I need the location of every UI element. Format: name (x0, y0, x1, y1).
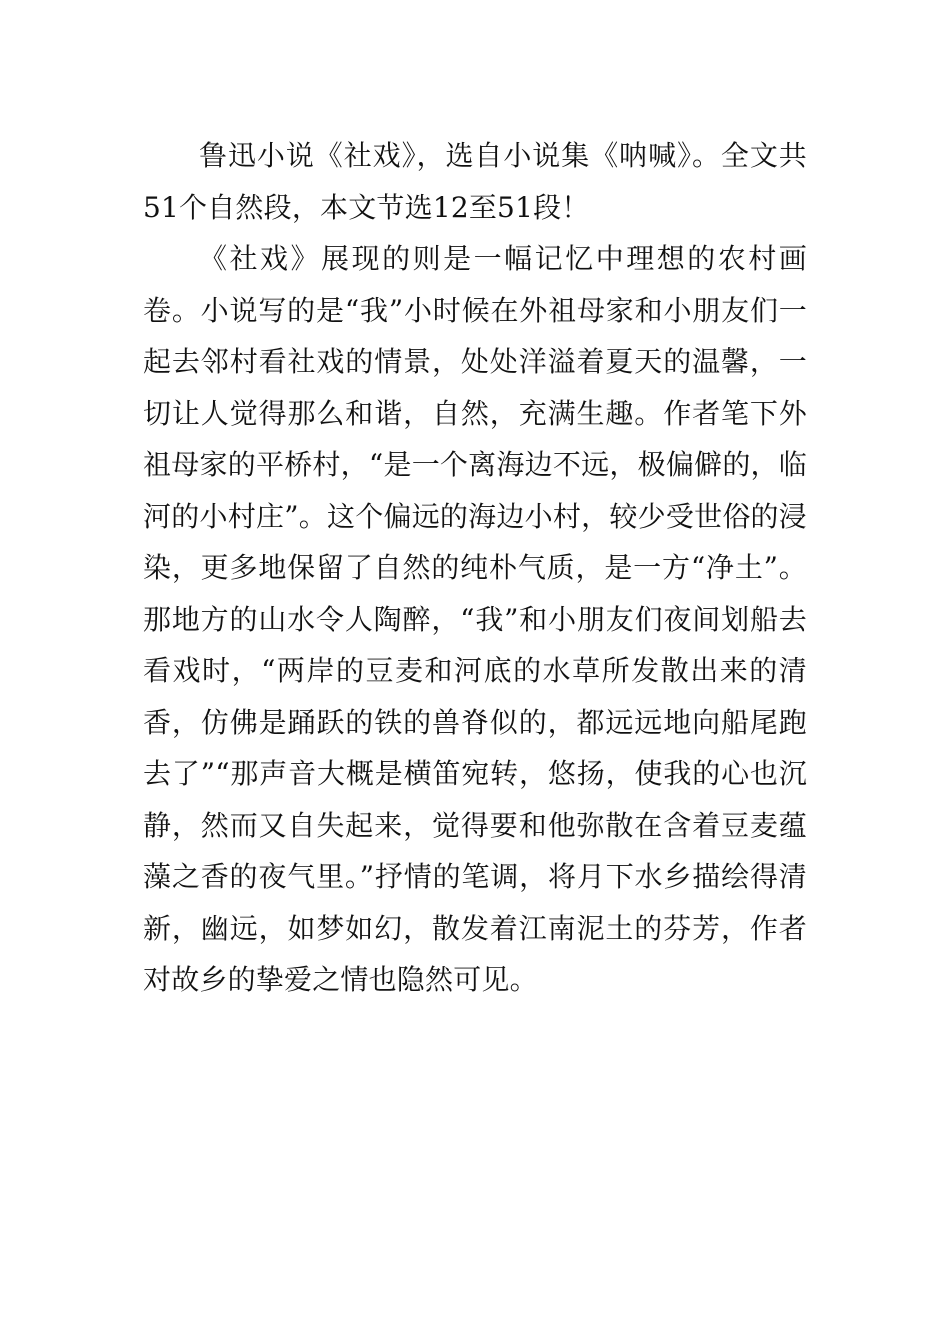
paragraph-intro: 鲁迅小说《社戏》，选自小说集《呐喊》。全文共51个自然段，本文节选12至51段！ (143, 139, 807, 224)
document-body (143, 130, 807, 1006)
paragraph-analysis: 《社戏》展现的则是一幅记忆中理想的农村画卷。小说写的是“我”小时候在外祖母家和小朋友们一起去邻村看社戏的情景，处处洋溢着夏天的温馨，一切让人觉得那么和谐，自然，充满生趣。作者笔下外祖母家的平桥村，“是一个离海边不远，极偏僻的，临河的小村庄”。这个偏远的海边小村，较少受世俗的浸染，更多地保留了自然的纯朴气质，是一方“净土”。那地方的山水令人陶醉，“我”和小朋友们夜间划船去看戏时，“两岸的豆麦和河底的水草所发散出来的清香，仿佛是踊跃的铁的兽脊似的，都远远地向船尾跑去了”“那声音大概是横笛宛转，悠扬，使我的心也沉静，然而又自失起来，觉得要和他弥散在含着豆麦蕴藻之香的夜气里。”抒情的笔调，将月下水乡描绘得清新，幽远，如梦如幻，散发着江南泥土的芬芳，作者对故乡的挚爱之情也隐然可见。 (143, 242, 807, 996)
